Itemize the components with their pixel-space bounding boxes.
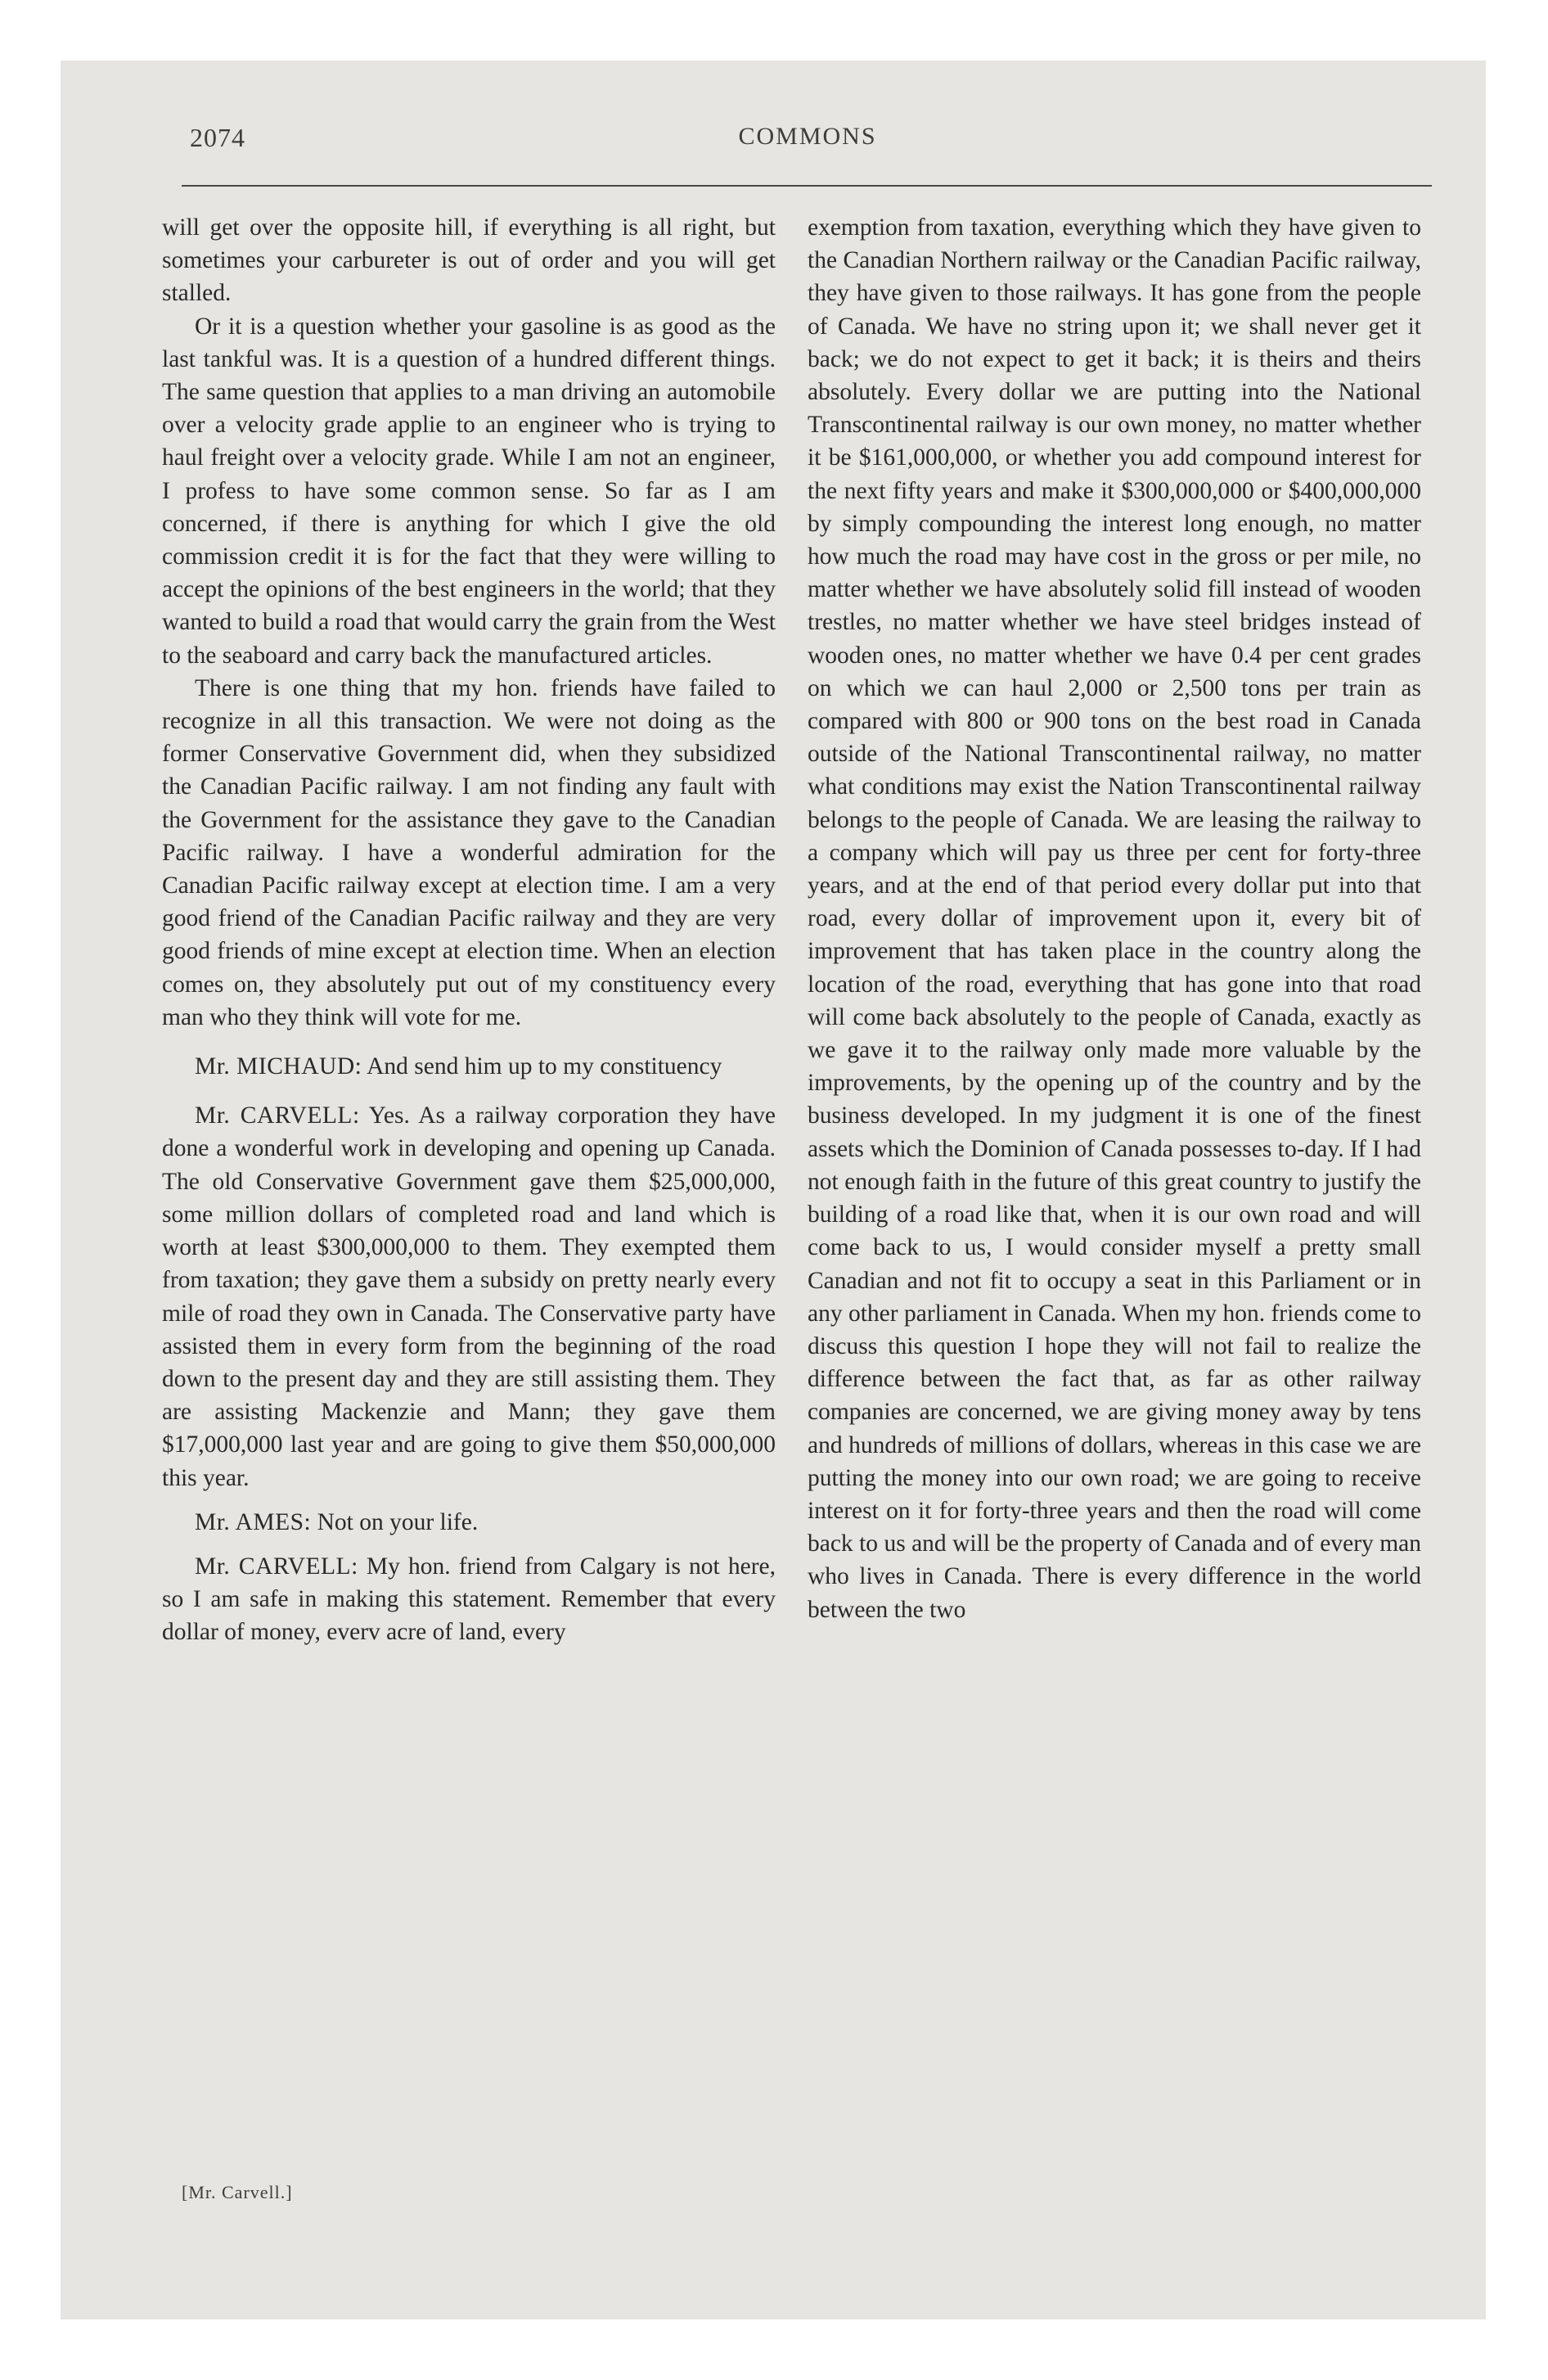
speech-michaud [162, 1050, 776, 1083]
speech-text: And send him up to my constituency [367, 1053, 722, 1080]
paragraph: will get over the opposite hill, if everything is all right, but sometimes your carbureter is out of order and you will get stalled. [162, 214, 776, 307]
right-column [808, 211, 1421, 1626]
speech-ames [162, 1506, 776, 1539]
paragraph: There is one thing that my hon. friends have failed to recognize in all this transaction. We were not doing as the former Conservative Government did, when they subsidized the Canadian Pacific railway. I am not finding any fault with the Government for the assistance they gave to the Canadian Pacific railway. I have a wonderful admiration for the Canadian Pacific railway except at election time. I am a very good friend of the Canadian Pacific railway and they are very good friends of mine except at election time. When an election comes on, they absolutely put out of my constituency every man who they think will vote for me. [162, 674, 776, 1030]
speaker-attribution: [Mr. Carvell.] [182, 2182, 293, 2202]
left-column [162, 211, 776, 1649]
page-header [190, 123, 1425, 169]
speaker-name: Mr. CARVELL: [195, 1553, 358, 1580]
speech-carvell [162, 1550, 776, 1649]
header-rule [182, 185, 1432, 187]
running-head: COMMONS [738, 123, 877, 150]
speech-text: Yes. As a railway corporation they have done a wonderful work in developing and opening up Canada. The old Conservative Government gave them $25,000,000, some million dollars of completed road and land which is worth at least $300,000,000 to them. They exempted them from taxation; they gave them a subsidy on pretty nearly every mile of road they own in Canada. The Conservative party have assisted them in every form from the beginning of the road down to the present day and they are still assisting them. They are assisting Mackenzie and Mann; they gave them $17,000,000 last year and are going to give them $50,000,000 this year. [162, 1102, 776, 1491]
speech-carvell [162, 1099, 776, 1494]
speech-text: Not on your life. [317, 1508, 479, 1535]
page-number: 2074 [190, 123, 245, 152]
speaker-name: Mr. CARVELL: [195, 1102, 360, 1129]
speaker-name: Mr. AMES: [195, 1508, 312, 1535]
speaker-name: Mr. MICHAUD: [195, 1053, 362, 1080]
speech-text: My hon. friend from Calgary is not here, so I am safe in making this statement. Remember that every dollar of money, everv acre of land, every [162, 1553, 776, 1646]
paragraph: Or it is a question whether your gasoline is as good as the last tankful was. It is a question of a hundred different things. The same question that applies to a man driving an automobile over a velocity grade applie to an engineer who is trying to haul freight over a velocity grade. While I am not an engineer, I profess to have some common sense. So far as I am concerned, if there is anything for which I give the old commission credit it is for the fact that they were willing to accept the opinions of the best engineers in the world; that they wanted to build a road that would carry the grain from the West to the seaboard and carry back the manufactured articles. [162, 313, 776, 669]
paragraph: exemption from taxation, everything which they have given to the Canadian Northern railway or the Canadian Pacific railway, they have given to those railways. It has gone from the people of Canada. We have no string upon it; we shall never get it back; we do not expect to get it back; it is theirs and theirs absolutely. Every dollar we are putting into the National Transcontinental railway is our own money, no matter whether it be $161,000,000, or whether you add compound interest for the next fifty years and make it $300,000,000 or $400,000,000 by simply compounding the interest long enough, no matter how much the road may have cost in the gross or per mile, no matter whether we have absolutely solid fill instead of wooden trestles, no matter whether we have steel bridges instead of wooden ones, no matter whether we have 0.4 per cent grades on which we can haul 2,000 or 2,500 tons per train as compared with 800 or 900 tons on the best road in Canada outside of the National Transcontinental railway, no matter what conditions may exist the Nation Transcontinental railway belongs to the people of Canada. We are leasing the railway to a company which will pay us three per cent for forty-three years, and at the end of that period every dollar put into that road, every dollar of improvement upon it, every bit of improvement that has taken place in the country along the location of the road, everything that has gone into that road will come back absolutely to the people of Canada, exactly as we gave it to the railway only made more valuable by the improvements, by the opening up of the country and by the business developed. In my judgment it is one of the finest assets which the Dominion of Canada possesses to-day. If I had not enough faith in the future of this great country to justify the building of a road like that, when it is our own road and will come back to us, I would consider myself a pretty small Canadian and not fit to occupy a seat in this Parliament or in any other parliament in Canada. When my hon. friends come to discuss this question I hope they will not fail to realize the difference between the fact that, as far as other railway companies are concerned, we are giving money away by tens and hundreds of millions of dollars, whereas in this case we are putting the money into our own road; we are going to receive interest on it for forty-three years and then the road will come back to us and will be the property of Canada and of every man who lives in Canada. There is every difference in the world between the two [808, 214, 1421, 1623]
